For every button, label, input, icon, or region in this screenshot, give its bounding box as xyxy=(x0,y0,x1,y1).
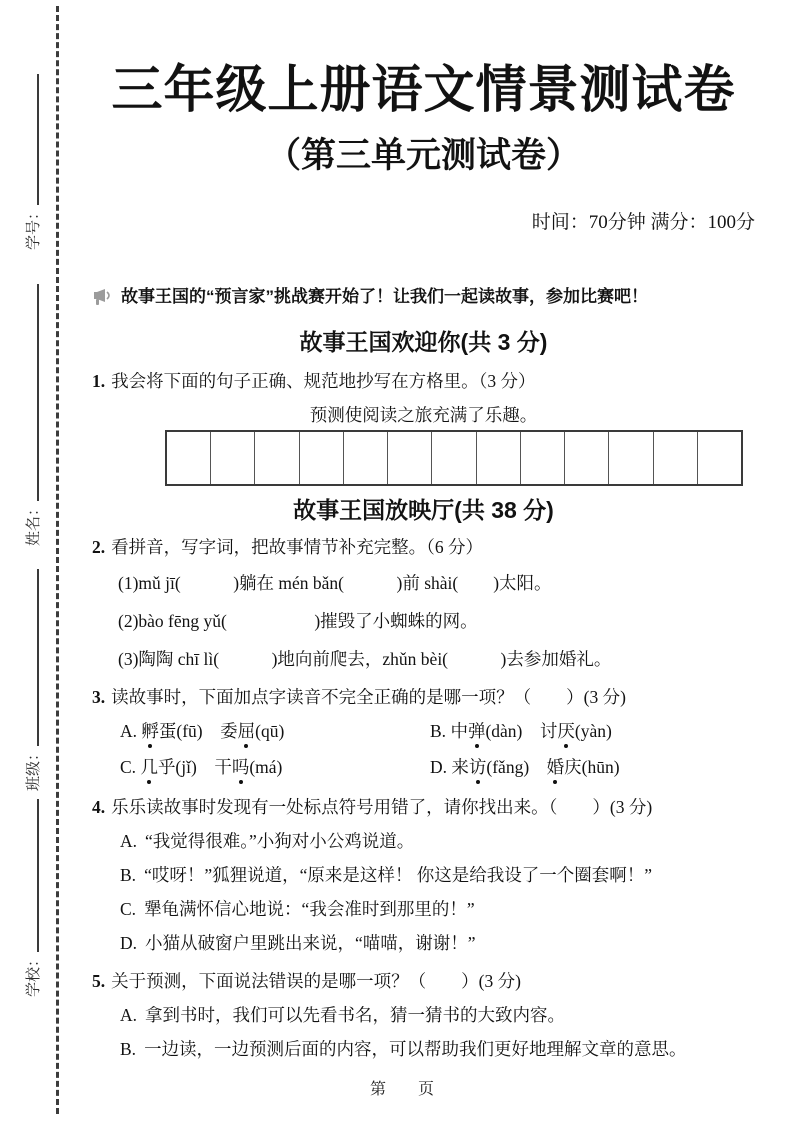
question-3-option-b xyxy=(430,718,612,744)
test-paper xyxy=(92,0,755,1062)
question-3-number: 3. xyxy=(92,687,106,707)
option-c-text: 犟龟满怀信心地说：“我会准时到那里的！” xyxy=(144,899,475,919)
question-5-option-b xyxy=(120,1036,755,1062)
grid-cell xyxy=(698,432,741,484)
school-field xyxy=(19,799,45,997)
option-b-text: 中弹(dàn) 讨厌(yàn) xyxy=(450,721,611,741)
student-name-field xyxy=(19,284,45,546)
paper-title: 三年级上册语文情景测试卷 xyxy=(111,63,736,119)
option-c-label: C. xyxy=(120,757,137,777)
grid-cell xyxy=(388,432,432,484)
section-heading-welcome: 故事王国欢迎你(共 3 分) xyxy=(299,329,548,355)
question-3-options-row-2 xyxy=(120,754,755,780)
student-name-blank-line xyxy=(25,284,39,501)
question-3 xyxy=(92,684,755,710)
time-score-info: 时间：70分钟 满分：100分 xyxy=(531,212,755,233)
question-4-option-b xyxy=(120,862,755,888)
question-2-item-3: (3)陶陶 chī lì( )地向前爬去，zhǔn bèi( )去参加婚礼。 xyxy=(118,649,612,669)
grid-cell xyxy=(432,432,476,484)
option-c-text: 几乎(jǐ) 干吗(má) xyxy=(140,757,282,777)
school-blank-line xyxy=(25,799,39,952)
grid-cell xyxy=(521,432,565,484)
question-4-option-d xyxy=(120,930,755,956)
megaphone-icon xyxy=(92,288,114,307)
question-3-text: 读故事时，下面加点字读音不完全正确的是哪一项？（ ）(3 分) xyxy=(111,687,626,707)
question-1 xyxy=(92,368,755,394)
option-a-text: 孵蛋(fū) 委屈(qū) xyxy=(141,721,284,741)
option-a-label: A. xyxy=(120,1005,138,1025)
option-b-label: B. xyxy=(120,1039,137,1059)
grid-cell xyxy=(211,432,255,484)
copy-sentence: 预测使阅读之旅充满了乐趣。 xyxy=(309,405,538,425)
question-4-option-c xyxy=(120,896,755,922)
option-c-label: C. xyxy=(120,899,137,919)
student-id-field xyxy=(19,74,45,250)
option-b-label: B. xyxy=(430,721,447,741)
grid-cell xyxy=(344,432,388,484)
class-label: 班级： xyxy=(24,745,42,791)
class-field xyxy=(19,569,45,791)
student-name-label: 姓名： xyxy=(24,500,42,546)
page-number-footer: 第 页 xyxy=(369,1081,434,1098)
question-4-text: 乐乐读故事时发现有一处标点符号用错了，请你找出来。（ ）(3 分) xyxy=(111,797,653,817)
option-d-label: D. xyxy=(120,933,138,953)
question-4 xyxy=(92,794,755,820)
question-5-number: 5. xyxy=(92,971,106,991)
option-b-text: 一边读，一边预测后面的内容，可以帮助我们更好地理解文章的意思。 xyxy=(144,1039,687,1059)
grid-cell xyxy=(300,432,344,484)
question-3-option-a xyxy=(120,718,430,744)
question-1-text: 我会将下面的句子正确、规范地抄写在方格里。（3 分） xyxy=(111,371,536,391)
option-d-text: 小猫从破窗户里跳出来说，“喵喵，谢谢！” xyxy=(145,933,476,953)
intro-text: 故事王国的“预言家”挑战赛开始了！让我们一起读故事，参加比赛吧！ xyxy=(121,287,648,306)
school-label: 学校： xyxy=(24,951,42,997)
student-id-blank-line xyxy=(25,74,39,205)
question-2-item-2: (2)bào fēng yǔ( )摧毁了小蜘蛛的网。 xyxy=(118,611,478,631)
grid-cell xyxy=(477,432,521,484)
grid-cell xyxy=(255,432,299,484)
question-3-option-d xyxy=(430,754,620,780)
grid-cell xyxy=(654,432,698,484)
intro-banner xyxy=(92,284,755,310)
option-d-text: 来访(fǎng) 婚庆(hūn) xyxy=(451,757,619,777)
question-1-number: 1. xyxy=(92,371,106,391)
question-5-text: 关于预测，下面说法错误的是哪一项？（ ）(3 分) xyxy=(111,971,521,991)
cut-dashed-line xyxy=(56,6,59,1114)
grid-cell xyxy=(609,432,653,484)
option-a-text: 拿到书时，我们可以先看书名，猜一猜书的大致内容。 xyxy=(145,1005,566,1025)
copy-grid xyxy=(165,430,743,486)
option-a-label: A. xyxy=(120,831,138,851)
question-4-number: 4. xyxy=(92,797,106,817)
question-4-option-a xyxy=(120,828,755,854)
option-a-label: A. xyxy=(120,721,138,741)
question-5 xyxy=(92,968,755,994)
option-b-text: “哎呀！”狐狸说道，“原来是这样！ 你这是给我设了一个圈套啊！” xyxy=(144,865,653,885)
option-b-label: B. xyxy=(120,865,137,885)
question-3-options-row-1 xyxy=(120,718,755,744)
question-3-option-c xyxy=(120,754,430,780)
question-2-item-1: (1)mǔ jī( )躺在 mén bǎn( )前 shài( )太阳。 xyxy=(118,573,552,593)
grid-cell xyxy=(167,432,211,484)
option-d-label: D. xyxy=(430,757,448,777)
student-id-label: 学号： xyxy=(24,204,42,250)
option-a-text: “我觉得很难。”小狗对小公鸡说道。 xyxy=(145,831,415,851)
question-2-number: 2. xyxy=(92,537,106,557)
section-heading-cinema: 故事王国放映厅(共 38 分) xyxy=(293,497,554,523)
question-2 xyxy=(92,534,755,560)
question-2-text: 看拼音，写字词，把故事情节补充完整。（6 分） xyxy=(111,537,483,557)
question-5-option-a xyxy=(120,1002,755,1028)
grid-cell xyxy=(565,432,609,484)
class-blank-line xyxy=(25,569,39,746)
paper-subtitle: （第三单元测试卷） xyxy=(265,136,581,175)
